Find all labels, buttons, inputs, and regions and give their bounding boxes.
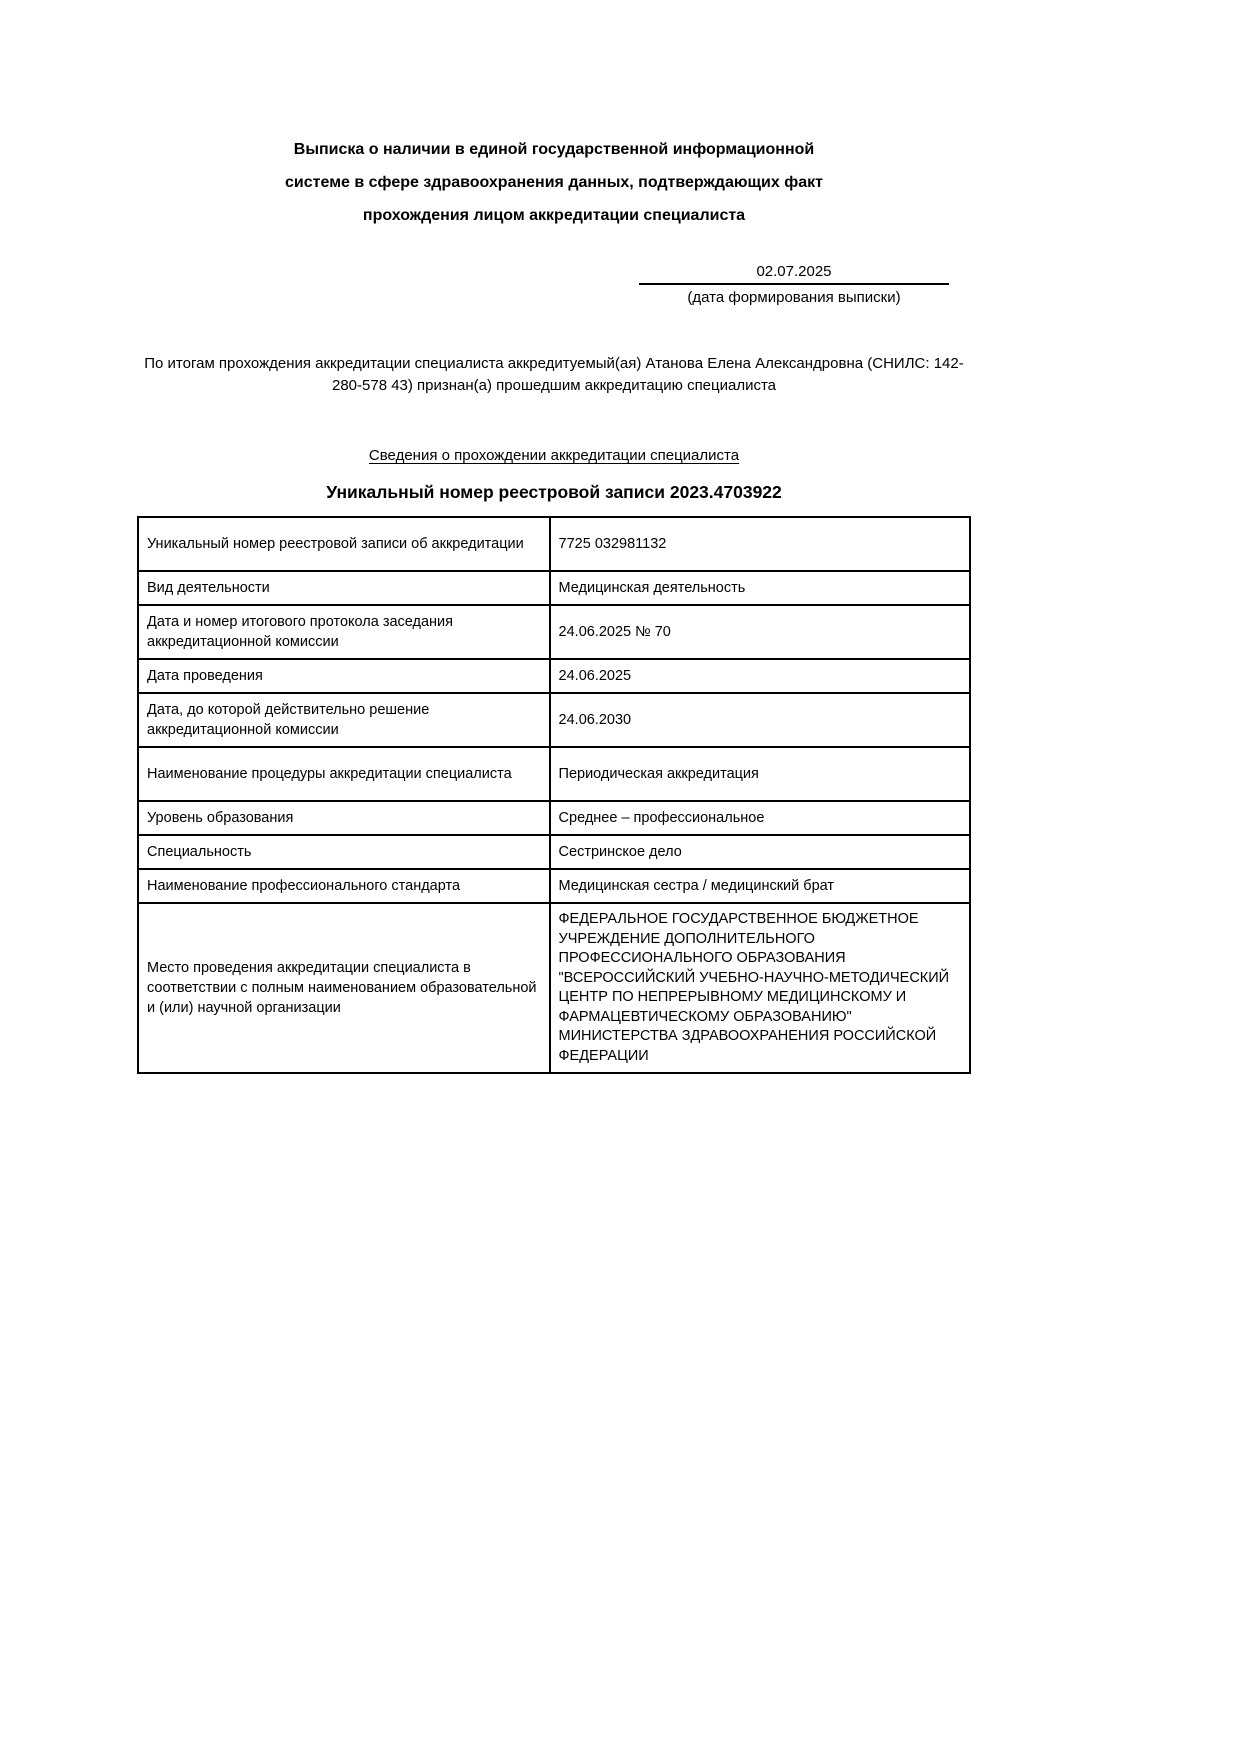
- row-value: Среднее – профессиональное: [550, 801, 970, 835]
- row-label: Наименование процедуры аккредитации специалиста: [138, 747, 550, 801]
- row-label: Вид деятельности: [138, 571, 550, 605]
- table-row: [138, 801, 970, 835]
- row-label: Специальность: [138, 835, 550, 869]
- row-label: Дата, до которой действительно решение аккредитационной комиссии: [138, 693, 550, 747]
- row-value: ФЕДЕРАЛЬНОЕ ГОСУДАРСТВЕННОЕ БЮДЖЕТНОЕ УЧРЕЖДЕНИЕ ДОПОЛНИТЕЛЬНОГО ПРОФЕССИОНАЛЬНОГО ОБРАЗОВАНИЯ "ВСЕРОССИЙСКИЙ УЧЕБНО-НАУЧНО-МЕТОДИЧЕСКИЙ ЦЕНТР ПО НЕПРЕРЫВНОМУ МЕДИЦИНСКОМУ И ФАРМАЦЕВТИЧЕСКОМУ ОБРАЗОВАНИЮ" МИНИСТЕРСТВА ЗДРАВООХРАНЕНИЯ РОССИЙСКОЙ ФЕДЕРАЦИИ: [550, 903, 970, 1073]
- document-page: [137, 0, 971, 1074]
- table-row: [138, 571, 970, 605]
- table-row: [138, 869, 970, 903]
- table-row: [138, 659, 970, 693]
- issue-date-caption: (дата формирования выписки): [687, 289, 901, 306]
- accreditation-table: [137, 516, 971, 1074]
- table-row: [138, 693, 970, 747]
- table-row: [138, 835, 970, 869]
- section-heading: [137, 447, 971, 464]
- row-label: Уникальный номер реестровой записи об аккредитации: [138, 517, 550, 571]
- row-value: Медицинская сестра / медицинский брат: [550, 869, 970, 903]
- table-row: [138, 605, 970, 659]
- row-value: Периодическая аккредитация: [550, 747, 970, 801]
- intro-paragraph: По итогам прохождения аккредитации специалиста аккредитуемый(ая) Атанова Елена Александровна (СНИЛС: 142-280-578 43) признан(а) прошедшим аккредитацию специалиста: [144, 355, 964, 394]
- row-label: Дата проведения: [138, 659, 550, 693]
- row-label: Уровень образования: [138, 801, 550, 835]
- registry-number-heading: Уникальный номер реестровой записи 2023.4703922: [326, 482, 782, 502]
- row-value: 7725 032981132: [550, 517, 970, 571]
- row-label: Наименование профессионального стандарта: [138, 869, 550, 903]
- section-heading-text: Сведения о прохождении аккредитации специалиста: [368, 447, 740, 464]
- row-value: Сестринское дело: [550, 835, 970, 869]
- row-value: Медицинская деятельность: [550, 571, 970, 605]
- row-label: Место проведения аккредитации специалиста в соответствии с полным наименованием образовательной и (или) научной организации: [138, 903, 550, 1073]
- row-label: Дата и номер итогового протокола заседания аккредитационной комиссии: [138, 605, 550, 659]
- row-value: 24.06.2025: [550, 659, 970, 693]
- row-value: 24.06.2025 № 70: [550, 605, 970, 659]
- issue-date-block: [639, 262, 949, 307]
- table-row: [138, 747, 970, 801]
- table-row: [138, 517, 970, 571]
- document-title: Выписка о наличии в единой государственной информационной системе в сфере здравоохранения данных, подтверждающих факт прохождения лицом аккредитации специалиста: [285, 141, 823, 224]
- issue-date-value: 02.07.2025: [639, 262, 949, 285]
- table-row: [138, 903, 970, 1073]
- row-value: 24.06.2030: [550, 693, 970, 747]
